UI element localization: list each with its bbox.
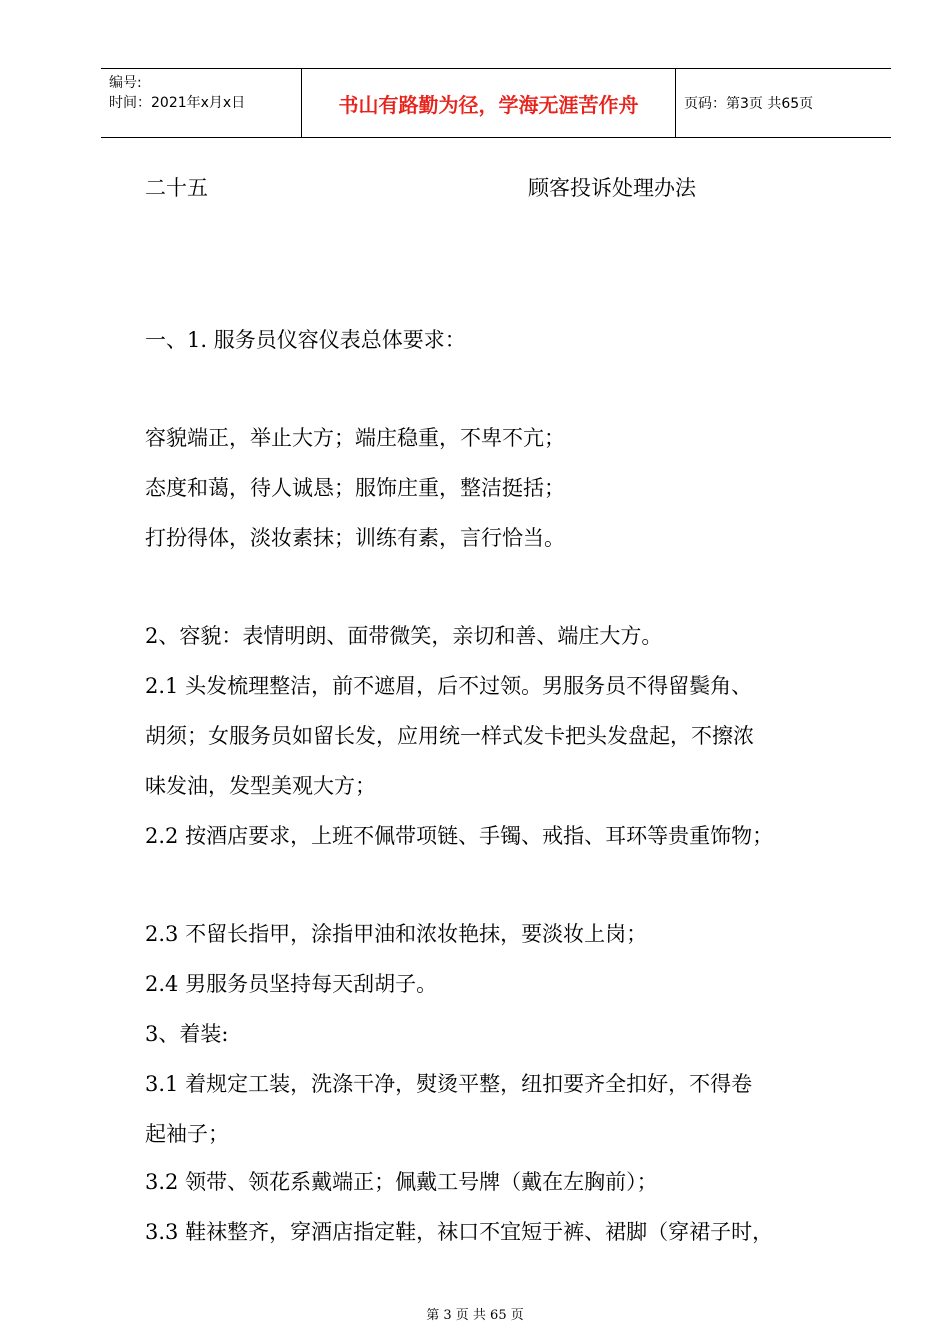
body-line: 胡须；女服务员如留长发，应用统一样式发卡把头发盘起，不擦浓 xyxy=(145,724,754,748)
body-line: 3.1 着规定工装，洗涤干净，熨烫平整，纽扣要齐全扣好，不得卷 xyxy=(145,1072,753,1096)
number-label: 编号: xyxy=(109,75,142,91)
body-line: 2.1 头发梳理整洁，前不遮眉，后不过领。男服务员不得留鬓角、 xyxy=(145,674,753,698)
header-slogan: 书山有路勤为径，学海无涯苦作舟 xyxy=(302,69,676,137)
page-footer: 第 3 页 共 65 页 xyxy=(426,1308,524,1323)
time-label: 时间：2021年x月x日 xyxy=(109,95,246,111)
body-line: 2、容貌：表情明朗、面带微笑，亲切和善、端庄大方。 xyxy=(145,624,663,648)
body-line: 3.2 领带、领花系戴端正；佩戴工号牌（戴在左胸前）； xyxy=(145,1170,658,1194)
body-line: 打扮得体，淡妆素抹；训练有素，言行恰当。 xyxy=(145,526,565,550)
body-line: 2.2 按酒店要求，上班不佩带项链、手镯、戒指、耳环等贵重饰物； xyxy=(145,824,774,848)
body-line: 一、1. 服务员仪容仪表总体要求： xyxy=(145,328,466,352)
body-line: 态度和蔼，待人诚恳；服饰庄重，整洁挺括； xyxy=(145,476,565,500)
body-line: 起袖子； xyxy=(145,1122,229,1146)
header-meta xyxy=(101,69,302,137)
body-line: 容貌端正，举止大方；端庄稳重，不卑不亢； xyxy=(145,426,565,450)
section-number: 二十五 xyxy=(145,176,208,200)
body-line: 3.3 鞋袜整齐，穿酒店指定鞋，袜口不宜短于裤、裙脚（穿裙子时， xyxy=(145,1220,774,1244)
section-title: 顾客投诉处理办法 xyxy=(528,176,696,200)
header-page-info: 页码：第3页 共65页 xyxy=(684,96,814,112)
body-line: 3、着装: xyxy=(145,1022,229,1046)
body-line: 2.4 男服务员坚持每天刮胡子。 xyxy=(145,972,438,996)
page-header xyxy=(101,68,891,138)
body-line: 2.3 不留长指甲，涂指甲油和浓妆艳抹，要淡妆上岗； xyxy=(145,922,648,946)
body-line: 味发油，发型美观大方； xyxy=(145,774,376,798)
